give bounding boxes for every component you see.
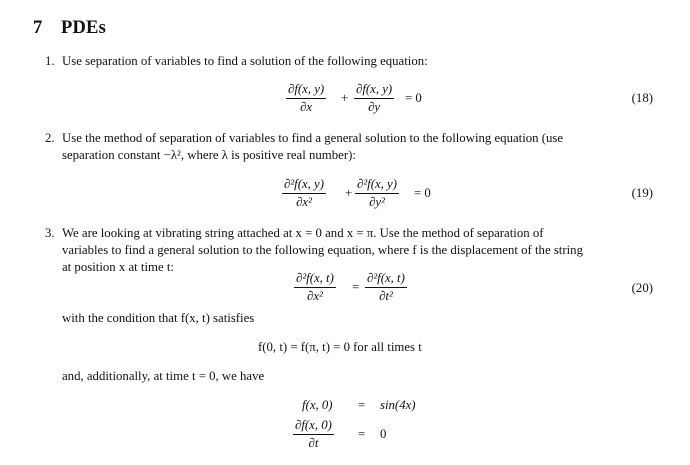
eq18-term1-den: ∂x xyxy=(300,100,313,114)
initial-1-rel: = xyxy=(358,398,366,412)
initial-1-rhs: sin(4x) xyxy=(380,398,416,412)
eq18-rhs: = 0 xyxy=(405,91,422,105)
initial-2-lhs-den: ∂t xyxy=(308,436,319,450)
eq20-rhs-den: ∂t² xyxy=(379,289,393,303)
problem-2-text-line1: Use the method of separation of variables to find a general solution to the following equation (use xyxy=(62,131,564,145)
condition-intro: with the condition that f(x, t) satisfies xyxy=(62,311,255,325)
eq18-term1-num: ∂f(x, y) xyxy=(288,82,325,96)
eq19-term2 xyxy=(355,177,399,210)
eq20-rhs-num: ∂²f(x, t) xyxy=(367,271,405,285)
initial-2-lhs xyxy=(293,418,334,451)
eq19-term1-den: ∂x² xyxy=(296,195,312,209)
problem-3-marker: 3. xyxy=(45,226,55,240)
eq19-term1-num: ∂²f(x, y) xyxy=(284,177,324,191)
initial-2-rel: = xyxy=(358,427,366,441)
eq20-number: (20) xyxy=(631,281,653,295)
eq20-lhs-num: ∂²f(x, t) xyxy=(296,271,334,285)
eq19-number: (19) xyxy=(631,186,653,200)
initial-intro: and, additionally, at time t = 0, we have xyxy=(62,369,265,383)
initial-2-lhs-num: ∂f(x, 0) xyxy=(295,418,332,432)
eq18-term2-num: ∂f(x, y) xyxy=(356,82,393,96)
eq20-lhs xyxy=(294,271,336,304)
problem-2-marker: 2. xyxy=(45,131,55,145)
eq18-number: (18) xyxy=(631,91,653,105)
eq20-equals: = xyxy=(352,280,360,294)
eq18-term2-den: ∂y xyxy=(368,100,381,114)
problem-1-marker: 1. xyxy=(45,54,55,68)
section-title: PDEs xyxy=(61,18,106,38)
section-number: 7 xyxy=(33,18,43,38)
eq20-rhs xyxy=(365,271,407,304)
eq19-term2-den: ∂y² xyxy=(369,195,385,209)
eq18-term1 xyxy=(286,82,326,115)
eq19-rhs: = 0 xyxy=(414,186,431,200)
problem-3-text-line2: variables to find a general solution to the following equation, where f is the displacement of the string xyxy=(62,243,583,257)
eq19-plus: + xyxy=(345,186,353,200)
eq19-term2-num: ∂²f(x, y) xyxy=(357,177,397,191)
problem-3-text-line3: at position x at time t: xyxy=(62,260,174,274)
problem-2-text-line2: separation constant −λ², where λ is positive real number): xyxy=(62,148,356,162)
eq20-lhs-den: ∂x² xyxy=(307,289,323,303)
eq19-term1 xyxy=(282,177,326,210)
initial-2-rhs: 0 xyxy=(380,427,387,441)
boundary-condition: f(0, t) = f(π, t) = 0 for all times t xyxy=(258,340,422,354)
problem-3-text-line1: We are looking at vibrating string attached at x = 0 and x = π. Use the method of separation of xyxy=(62,226,544,240)
problem-1-text: Use separation of variables to find a solution of the following equation: xyxy=(62,54,428,68)
initial-1-lhs: f(x, 0) xyxy=(302,398,333,412)
eq18-term2 xyxy=(354,82,394,115)
eq18-plus: + xyxy=(341,91,349,105)
